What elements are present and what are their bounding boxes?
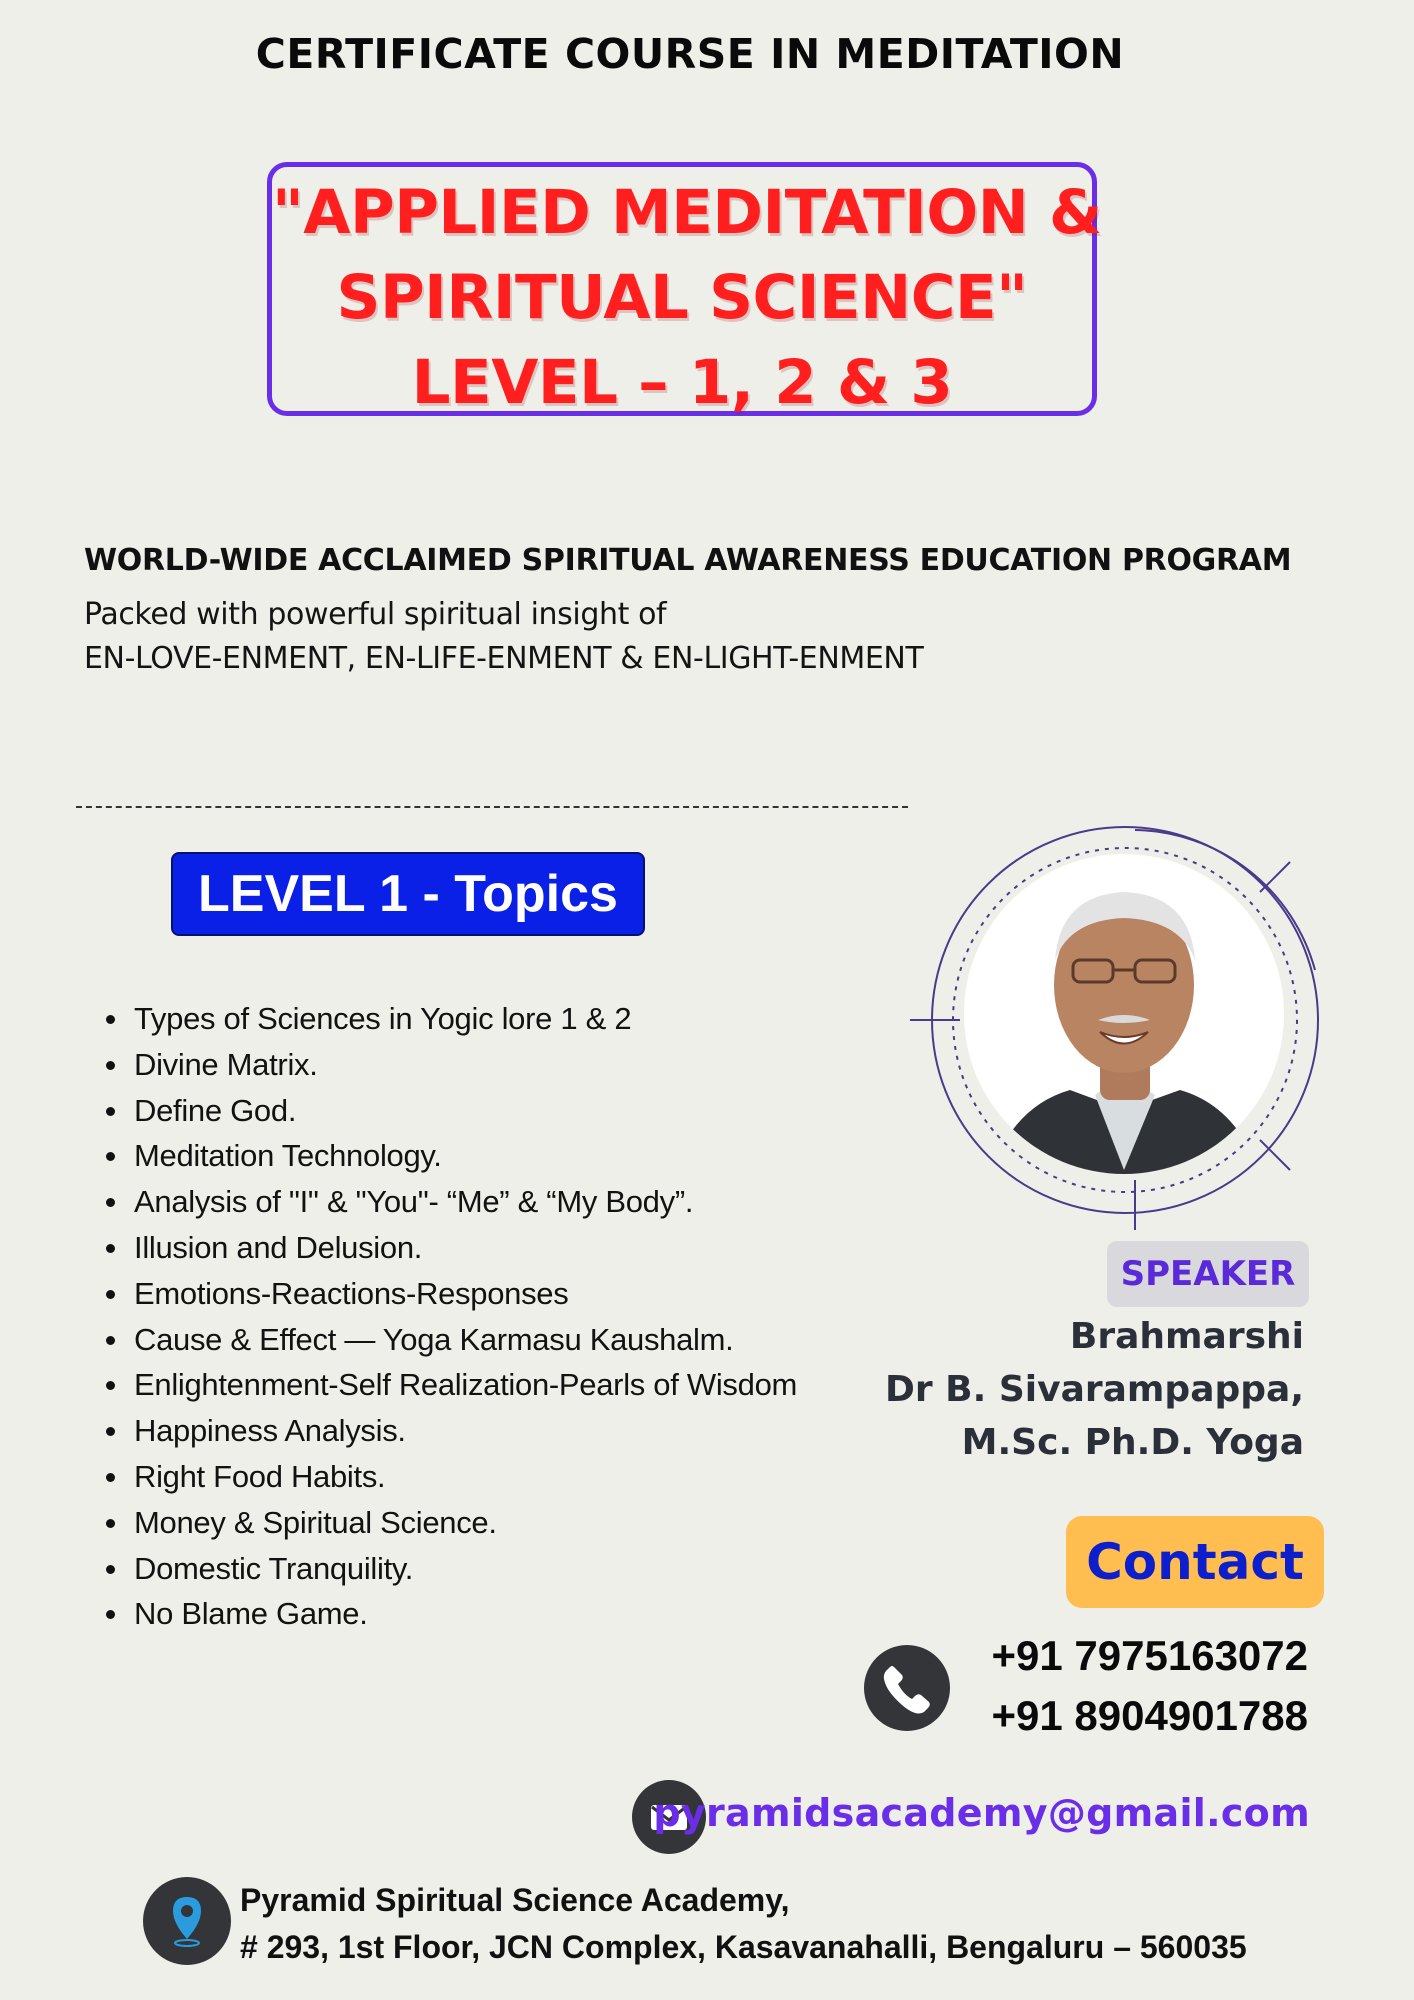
intro-line-2: EN-LOVE-ENMENT, EN-LIFE-ENMENT & EN-LIGHT-ENMENT xyxy=(84,641,924,676)
program-heading: WORLD-WIDE ACCLAIMED SPIRITUAL AWARENESS EDUCATION PROGRAM xyxy=(84,543,1292,578)
location-pin-icon xyxy=(143,1877,231,1965)
topic-list xyxy=(96,996,876,1637)
speaker-title: Brahmarshi xyxy=(1069,1316,1304,1357)
list-item: Money & Spiritual Science. xyxy=(96,1500,876,1546)
program-title-line-3: LEVEL – 1, 2 & 3 xyxy=(411,347,953,418)
list-item: Domestic Tranquility. xyxy=(96,1546,876,1592)
speaker-qualification: M.Sc. Ph.D. Yoga xyxy=(961,1422,1304,1463)
course-title: CERTIFICATE COURSE IN MEDITATION xyxy=(255,30,1125,78)
list-item: Enlightenment-Self Realization-Pearls of Wisdom xyxy=(96,1362,876,1408)
list-item: Define God. xyxy=(96,1088,876,1134)
program-title-line-1: "APPLIED MEDITATION & xyxy=(272,177,1102,248)
list-item: Illusion and Delusion. xyxy=(96,1225,876,1271)
level-1-topics-badge: LEVEL 1 - Topics xyxy=(171,852,645,936)
contact-badge: Contact xyxy=(1066,1516,1324,1608)
list-item: Types of Sciences in Yogic lore 1 & 2 xyxy=(96,996,876,1042)
list-item: Happiness Analysis. xyxy=(96,1408,876,1454)
list-item: No Blame Game. xyxy=(96,1591,876,1637)
list-item: Emotions-Reactions-Responses xyxy=(96,1271,876,1317)
intro-line-1: Packed with powerful spiritual insight of xyxy=(84,597,667,632)
speaker-photo xyxy=(910,810,1330,1230)
address-line-1: Pyramid Spiritual Science Academy, xyxy=(240,1882,790,1918)
email-link[interactable]: pyramidsacademy@gmail.com xyxy=(653,1791,1310,1835)
speaker-badge: SPEAKER xyxy=(1107,1241,1309,1307)
address-line-2: # 293, 1st Floor, JCN Complex, Kasavanahalli, Bengaluru – 560035 xyxy=(240,1929,1247,1965)
program-title-line-2: SPIRITUAL SCIENCE" xyxy=(336,262,1028,333)
list-item: Meditation Technology. xyxy=(96,1133,876,1179)
speaker-portrait xyxy=(910,810,1330,1230)
list-item: Cause & Effect — Yoga Karmasu Kaushalm. xyxy=(96,1317,876,1363)
phone-number-1[interactable]: +91 7975163072 xyxy=(991,1632,1308,1679)
phone-icon xyxy=(864,1645,950,1731)
list-item: Divine Matrix. xyxy=(96,1042,876,1088)
list-item: Analysis of "I" & "You"- “Me” & “My Body”. xyxy=(96,1179,876,1225)
program-title-frame xyxy=(267,162,1102,418)
dashed-divider xyxy=(76,806,908,808)
phone-number-2[interactable]: +91 8904901788 xyxy=(991,1692,1308,1739)
speaker-name: Dr B. Sivarampappa, xyxy=(885,1369,1304,1410)
list-item: Right Food Habits. xyxy=(96,1454,876,1500)
